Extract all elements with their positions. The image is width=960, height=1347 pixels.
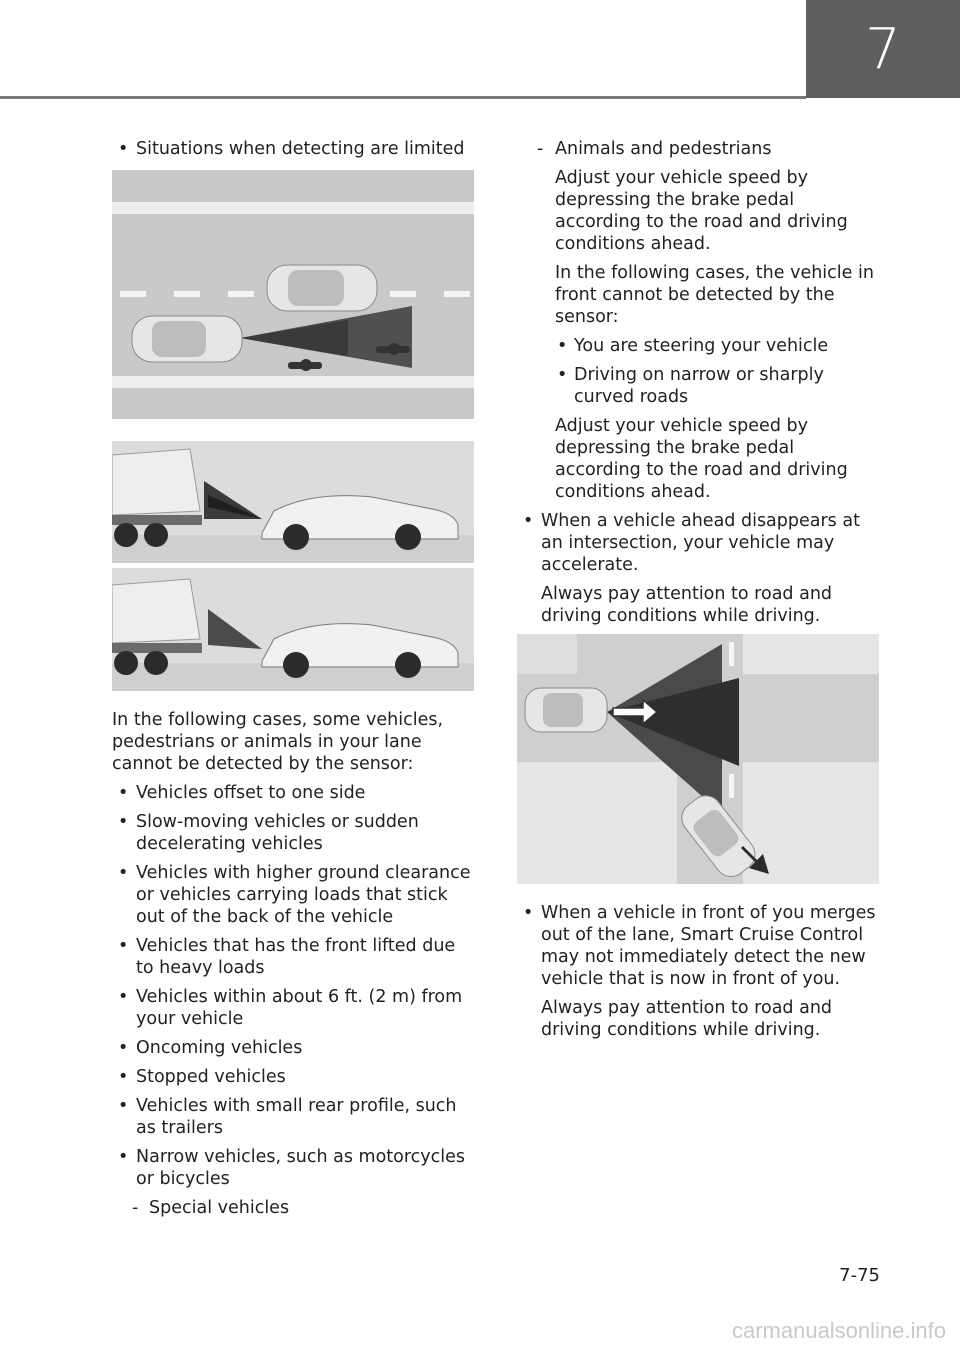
sub-list-item: - Special vehicles <box>112 1197 474 1219</box>
list-item: • Oncoming vehicles <box>112 1037 474 1059</box>
left-column-top <box>112 138 474 167</box>
intersection-illustration <box>517 634 879 884</box>
left-column-body <box>112 709 474 1226</box>
list-item: • Stopped vehicles <box>112 1066 474 1088</box>
intro-bullet: • Situations when detecting are limited <box>112 138 474 160</box>
offset-vehicles-illustration <box>112 170 474 419</box>
paragraph: Always pay attention to road and driving conditions while driving. <box>541 998 833 1040</box>
paragraph: In the following cases, the vehicle in front cannot be detected by the sensor: <box>555 263 874 327</box>
header-rule <box>0 96 806 99</box>
chapter-tab <box>806 0 960 98</box>
chapter-number: 7 <box>865 16 901 82</box>
list-item: • Vehicles with higher ground clearance or vehicles carrying loads that stick out of the back of the vehicle <box>112 862 474 928</box>
sub-list-item: - Animals and pedestrians <box>517 138 879 160</box>
nested-list-item: • Driving on narrow or sharply curved roads <box>517 364 879 408</box>
right-column-bottom <box>517 902 879 1048</box>
right-column-top <box>517 138 879 634</box>
paragraph: Adjust your vehicle speed by depressing the brake pedal according to the road and driving conditions ahead. <box>555 416 848 502</box>
list-item: • When a vehicle in front of you merges out of the lane, Smart Cruise Control may not immediately detect the new vehicle that is now in front of you. <box>517 902 879 990</box>
watermark: carmanualsonline.info <box>731 1318 946 1343</box>
list-item: • Vehicles offset to one side <box>112 782 474 804</box>
nested-list-item: • You are steering your vehicle <box>517 335 879 357</box>
ego-car <box>132 316 242 362</box>
list-item: • Slow-moving vehicles or sudden decelerating vehicles <box>112 811 474 855</box>
page-number: 7-75 <box>839 1265 880 1286</box>
intro-paragraph: In the following cases, some vehicles, pedestrians or animals in your lane cannot be detected by the sensor: <box>112 710 444 774</box>
paragraph: Adjust your vehicle speed by depressing the brake pedal according to the road and driving conditions ahead. <box>555 168 848 254</box>
list-item: • Vehicles within about 6 ft. (2 m) from your vehicle <box>112 986 474 1030</box>
list-item: • Vehicles with small rear profile, such as trailers <box>112 1095 474 1139</box>
list-item: • Vehicles that has the front lifted due to heavy loads <box>112 935 474 979</box>
list-item: • When a vehicle ahead disappears at an intersection, your vehicle may accelerate. <box>517 510 879 576</box>
front-car <box>267 265 377 311</box>
ego-car-intersection <box>525 688 607 732</box>
list-item: • Narrow vehicles, such as motorcycles or bicycles <box>112 1146 474 1190</box>
paragraph: Always pay attention to road and driving conditions while driving. <box>541 584 833 626</box>
trailer-detection-illustration <box>112 441 474 691</box>
